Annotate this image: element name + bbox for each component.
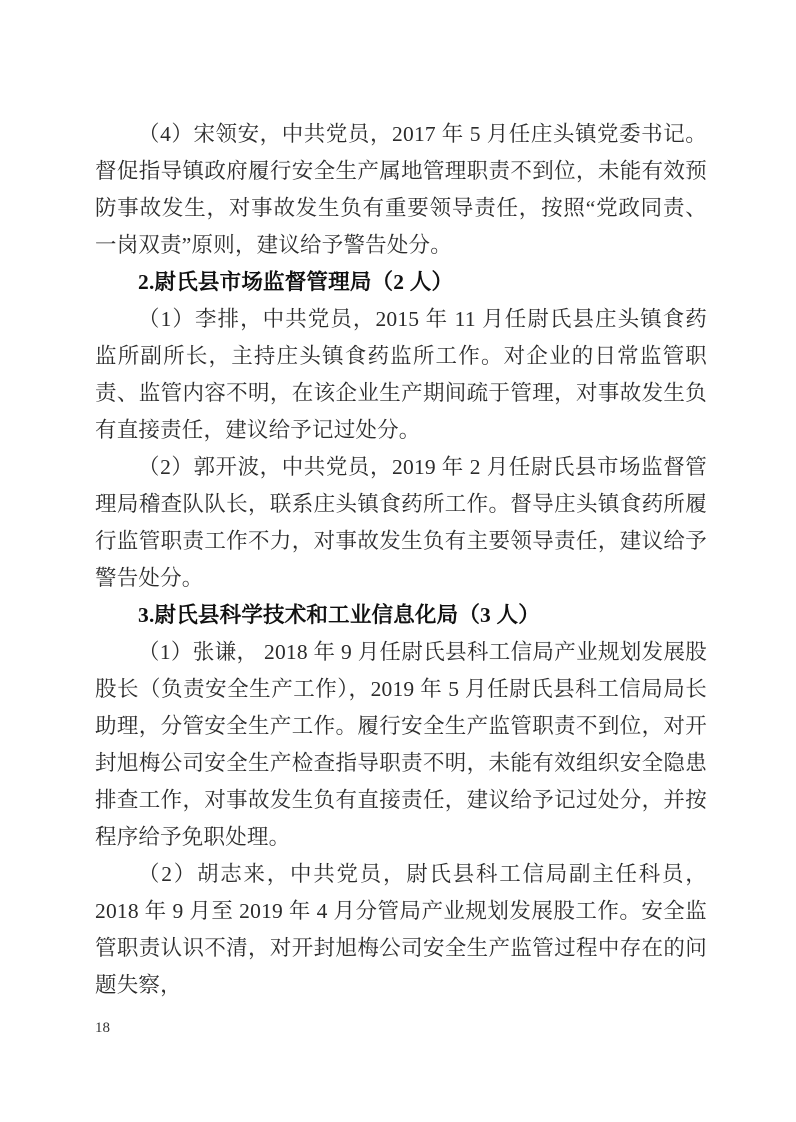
paragraph-li-pai: （1）李排，中共党员，2015 年 11 月任尉氏县庄头镇食药监所副所长，主持庄头镇食药监所工作。对企业的日常监管职责、监管内容不明，在该企业生产期间疏于管理，对事故发生负有直接责任，建议给予记过处分。 xyxy=(95,307,707,442)
section-heading-market-supervision-bureau: 2.尉氏县市场监督管理局（2 人） xyxy=(138,270,454,294)
page-number: 18 xyxy=(95,1020,110,1036)
paragraph-guo-kaibo: （2）郭开波，中共党员，2019 年 2 月任尉氏县市场监督管理局稽查队队长，联系庄头镇食药所工作。督导庄头镇食药所履行监管职责工作不力，对事故发生负有主要领导责任，建议给予警告处分。 xyxy=(95,455,707,590)
paragraph-hu-zhilai: （2）胡志来，中共党员，尉氏县科工信局副主任科员，2018 年 9 月至 2019 年 4 月分管局产业规划发展股工作。安全监管职责认识不清，对开封旭梅公司安全生产监管过程中存在的问题失察， xyxy=(95,862,707,997)
paragraph-zhang-qian: （1）张谦， 2018 年 9 月任尉氏县科工信局产业规划发展股股长（负责安全生产工作），2019 年 5 月任尉氏县科工信局局长助理，分管安全生产工作。履行安全生产监管职责不到位，对开封旭梅公司安全生产检查指导职责不明，未能有效组织安全隐患排查工作，对事故发生负有直接责任，建议给予记过处分，并按程序给予免职处理。 xyxy=(95,640,707,849)
document-body xyxy=(95,116,707,1004)
paragraph-song-lingan: （4）宋领安，中共党员，2017 年 5 月任庄头镇党委书记。督促指导镇政府履行安全生产属地管理职责不到位，未能有效预防事故发生，对事故发生负有重要领导责任，按照“党政同责、一岗双责”原则，建议给予警告处分。 xyxy=(95,122,707,257)
section-heading-science-tech-industry-bureau: 3.尉氏县科学技术和工业信息化局（3 人） xyxy=(138,603,540,627)
